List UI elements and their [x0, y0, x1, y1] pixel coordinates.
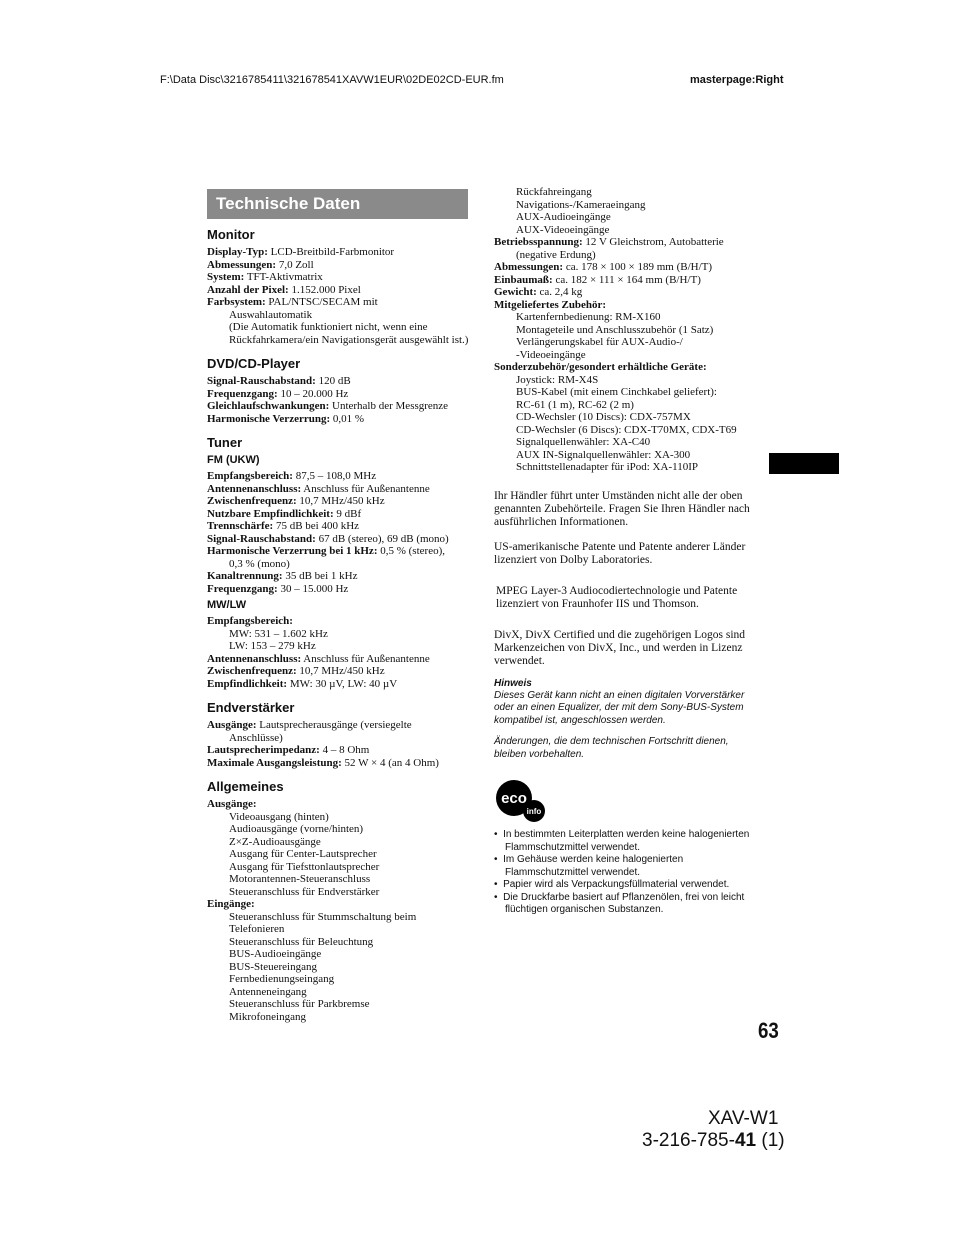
list-item: AUX-Videoeingänge	[516, 223, 610, 236]
list-item: • Im Gehäuse werden keine halogenierten Flammschutzmittel verwendet.	[494, 854, 684, 878]
right-column	[494, 186, 756, 917]
spec-row: Empfangsbereich: 87,5 – 108,0 MHz	[207, 470, 377, 482]
spec-row: Empfindlichkeit: MW: 30 µV, LW: 40 µV	[207, 677, 398, 690]
section-title: Technische Daten	[207, 189, 468, 219]
spec-row: Farbsystem: PAL/NTSC/SECAM mit	[207, 296, 378, 308]
changes-note: Änderungen, die dem technischen Fortschritt dienen, bleiben vorbehalten.	[494, 736, 729, 760]
list-item: Montageteile und Anschlusszubehör (1 Satz)	[516, 323, 714, 336]
list-item: Steueranschluss für Beleuchtung	[229, 935, 374, 948]
spec-row: Frequenzgang: 10 – 20.000 Hz	[207, 387, 349, 400]
heading-amplifier: Endverstärker	[207, 700, 295, 715]
dealer-note: Ihr Händler führt unter Umständen nicht alle der oben genannten Zubehörteile. Fragen Sie Ihren Händler nach ausführlichen Informationen.	[494, 489, 750, 528]
spec-row: Frequenzgang: 30 – 15.000 Hz	[207, 582, 349, 595]
spec-continuation: MW: 531 – 1.602 kHz	[229, 627, 328, 640]
spec-continuation: Anschlüsse)	[229, 731, 283, 744]
spec-row: Ausgänge: Lautsprecherausgänge (versiegelte	[207, 719, 412, 731]
list-item: Kartenfernbedienung: RM-X160	[516, 311, 661, 323]
svg-text:eco: eco	[501, 790, 527, 807]
list-item: -Videoeingänge	[516, 348, 586, 361]
spec-row: Zwischenfrequenz: 10,7 MHz/450 kHz	[207, 495, 385, 507]
spec-row: Betriebsspannung: 12 V Gleichstrom, Autobatterie	[494, 236, 724, 248]
spec-row: Zwischenfrequenz: 10,7 MHz/450 kHz	[207, 665, 385, 677]
list-item: BUS-Kabel (mit einem Cinchkabel geliefert):	[516, 386, 717, 398]
masterpage-label: masterpage:Right	[690, 74, 784, 86]
page-number: 63	[758, 1018, 779, 1043]
model-number: XAV-W1	[708, 1108, 779, 1129]
spec-row: Signal-Rauschabstand: 67 dB (stereo), 69 dB (mono)	[207, 532, 449, 545]
list-item: • Die Druckfarbe basiert auf Pflanzenölen, frei von leicht flüchtigen organischen Substanzen.	[494, 891, 745, 915]
spec-continuation: LW: 153 – 279 kHz	[229, 640, 316, 652]
list-item: Motorantennen-Steueranschluss	[229, 873, 371, 885]
list-item: Videoausgang (hinten)	[229, 810, 329, 823]
spec-continuation: 0,3 % (mono)	[229, 557, 290, 570]
spec-row: Eingänge:	[207, 898, 255, 910]
spec-row: Gewicht: ca. 2,4 kg	[494, 286, 583, 298]
spec-row: Abmessungen: 7,0 Zoll	[207, 258, 314, 271]
heading-mw-lw: MW/LW	[207, 599, 247, 611]
heading-monitor: Monitor	[207, 227, 255, 242]
list-item: • In bestimmten Leiterplatten werden keine halogenierten Flammschutzmittel verwendet.	[494, 829, 750, 853]
list-item: Fernbedienungseingang	[229, 973, 335, 985]
spec-row: Mitgeliefertes Zubehör:	[494, 298, 607, 311]
list-item: Signalquellenwähler: XA-C40	[516, 436, 651, 448]
file-path: F:\Data Disc\3216785411\321678541XAVW1EUR\02DE02CD-EUR.fm	[160, 74, 504, 86]
dolby-note: US-amerikanische Patente und Patente anderer Länder lizenziert von Dolby Laboratories.	[494, 540, 746, 566]
spec-continuation: Auswahlautomatik	[229, 308, 313, 321]
list-item: AUX-Audioeingänge	[516, 211, 611, 223]
eco-bullet-list	[494, 829, 756, 917]
heading-dvd: DVD/CD-Player	[207, 356, 301, 371]
spec-row: Harmonische Verzerrung: 0,01 %	[207, 412, 365, 425]
list-item: RC-61 (1 m), RC-62 (2 m)	[516, 398, 634, 411]
list-item: Ausgang für Center-Lautsprecher	[229, 848, 377, 860]
list-item: Mikrofoneingang	[229, 1010, 306, 1023]
list-item: Joystick: RM-X4S	[516, 373, 599, 386]
list-item: Z×Z-Audioausgänge	[229, 835, 321, 848]
spec-continuation: (negative Erdung)	[516, 248, 596, 261]
list-item: Steueranschluss für Endverstärker	[229, 885, 380, 898]
spec-row: Antennenanschluss: Anschluss für Außenantenne	[207, 652, 430, 665]
heading-tuner: Tuner	[207, 435, 243, 450]
spec-continuation: (Die Automatik funktioniert nicht, wenn eine Rückfahrkamera/ein Navigationsgerät ausgewählt ist.)	[229, 321, 469, 346]
spec-row: System: TFT-Aktivmatrix	[207, 271, 323, 283]
hinweis-label: Hinweis	[494, 677, 532, 689]
spec-row: Anzahl der Pixel: 1.152.000 Pixel	[207, 283, 361, 296]
list-item: AUX IN-Signalquellenwähler: XA-300	[516, 448, 691, 461]
spec-row: Lautsprecherimpedanz: 4 – 8 Ohm	[207, 744, 370, 756]
mpeg-note: MPEG Layer-3 Audiocodiertechnologie und Patente lizenziert von Fraunhofer IIS und Thomson.	[496, 584, 738, 610]
spec-row: Empfangsbereich:	[207, 615, 293, 627]
spec-row: Trennschärfe: 75 dB bei 400 kHz	[207, 520, 360, 532]
spec-row: Maximale Ausgangsleistung: 52 W × 4 (an 4 Ohm)	[207, 756, 439, 769]
spec-row: Antennenanschluss: Anschluss für Außenantenne	[207, 482, 430, 495]
svg-text:info: info	[526, 807, 542, 816]
heading-fm: FM (UKW)	[207, 454, 260, 466]
divx-note: DivX, DivX Certified und die zugehörigen Logos sind Markenzeichen von DivX, Inc., und werden in Lizenz verwendet.	[494, 628, 746, 667]
list-item: Schnittstellenadapter für iPod: XA-110IP	[516, 461, 698, 473]
hinweis-text: Dieses Gerät kann nicht an einen digitalen Vorverstärker oder an einen Equalizer, der mit dem Sony-BUS-System kompatibel ist, angeschlossen werden.	[494, 689, 745, 726]
list-item: Steueranschluss für Stummschaltung beim Telefonieren	[229, 910, 417, 935]
spec-row: Harmonische Verzerrung bei 1 kHz: 0,5 % (stereo),	[207, 545, 445, 557]
list-item: Ausgang für Tiefsttonlautsprecher	[229, 860, 380, 873]
list-item: Antenneneingang	[229, 985, 307, 998]
eco-info-logo-icon	[494, 777, 550, 823]
list-item: CD-Wechsler (10 Discs): CDX-757MX	[516, 411, 691, 423]
list-item: BUS-Audioeingänge	[229, 948, 322, 960]
part-number: 3-216-785-41 (1)	[642, 1130, 785, 1151]
list-item: • Papier wird als Verpackungsfüllmaterial verwendet.	[494, 879, 730, 890]
list-item: CD-Wechsler (6 Discs): CDX-T70MX, CDX-T69	[516, 423, 737, 436]
spec-row: Ausgänge:	[207, 798, 257, 810]
spec-row: Nutzbare Empfindlichkeit: 9 dBf	[207, 507, 362, 520]
list-item: BUS-Steuereingang	[229, 960, 317, 973]
spec-row: Sonderzubehör/gesondert erhältliche Geräte:	[494, 361, 707, 373]
spec-row: Einbaumaß: ca. 182 × 111 × 164 mm (B/H/T)	[494, 273, 701, 286]
spec-row: Gleichlaufschwankungen: Unterhalb der Messgrenze	[207, 400, 449, 412]
heading-general: Allgemeines	[207, 779, 284, 794]
spec-row: Abmessungen: ca. 178 × 100 × 189 mm (B/H/T)	[494, 261, 713, 273]
page-tab-marker	[769, 453, 839, 474]
spec-row: Signal-Rauschabstand: 120 dB	[207, 375, 351, 387]
list-item: Steueranschluss für Parkbremse	[229, 998, 370, 1010]
list-item: Verlängerungskabel für AUX-Audio-/	[516, 336, 683, 348]
list-item: Navigations-/Kameraeingang	[516, 198, 646, 211]
list-item: Rückfahreingang	[516, 186, 592, 198]
left-column	[207, 189, 472, 1023]
spec-row: Kanaltrennung: 35 dB bei 1 kHz	[207, 570, 358, 582]
list-item: Audioausgänge (vorne/hinten)	[229, 823, 364, 835]
spec-row: Display-Typ: LCD-Breitbild-Farbmonitor	[207, 246, 395, 258]
